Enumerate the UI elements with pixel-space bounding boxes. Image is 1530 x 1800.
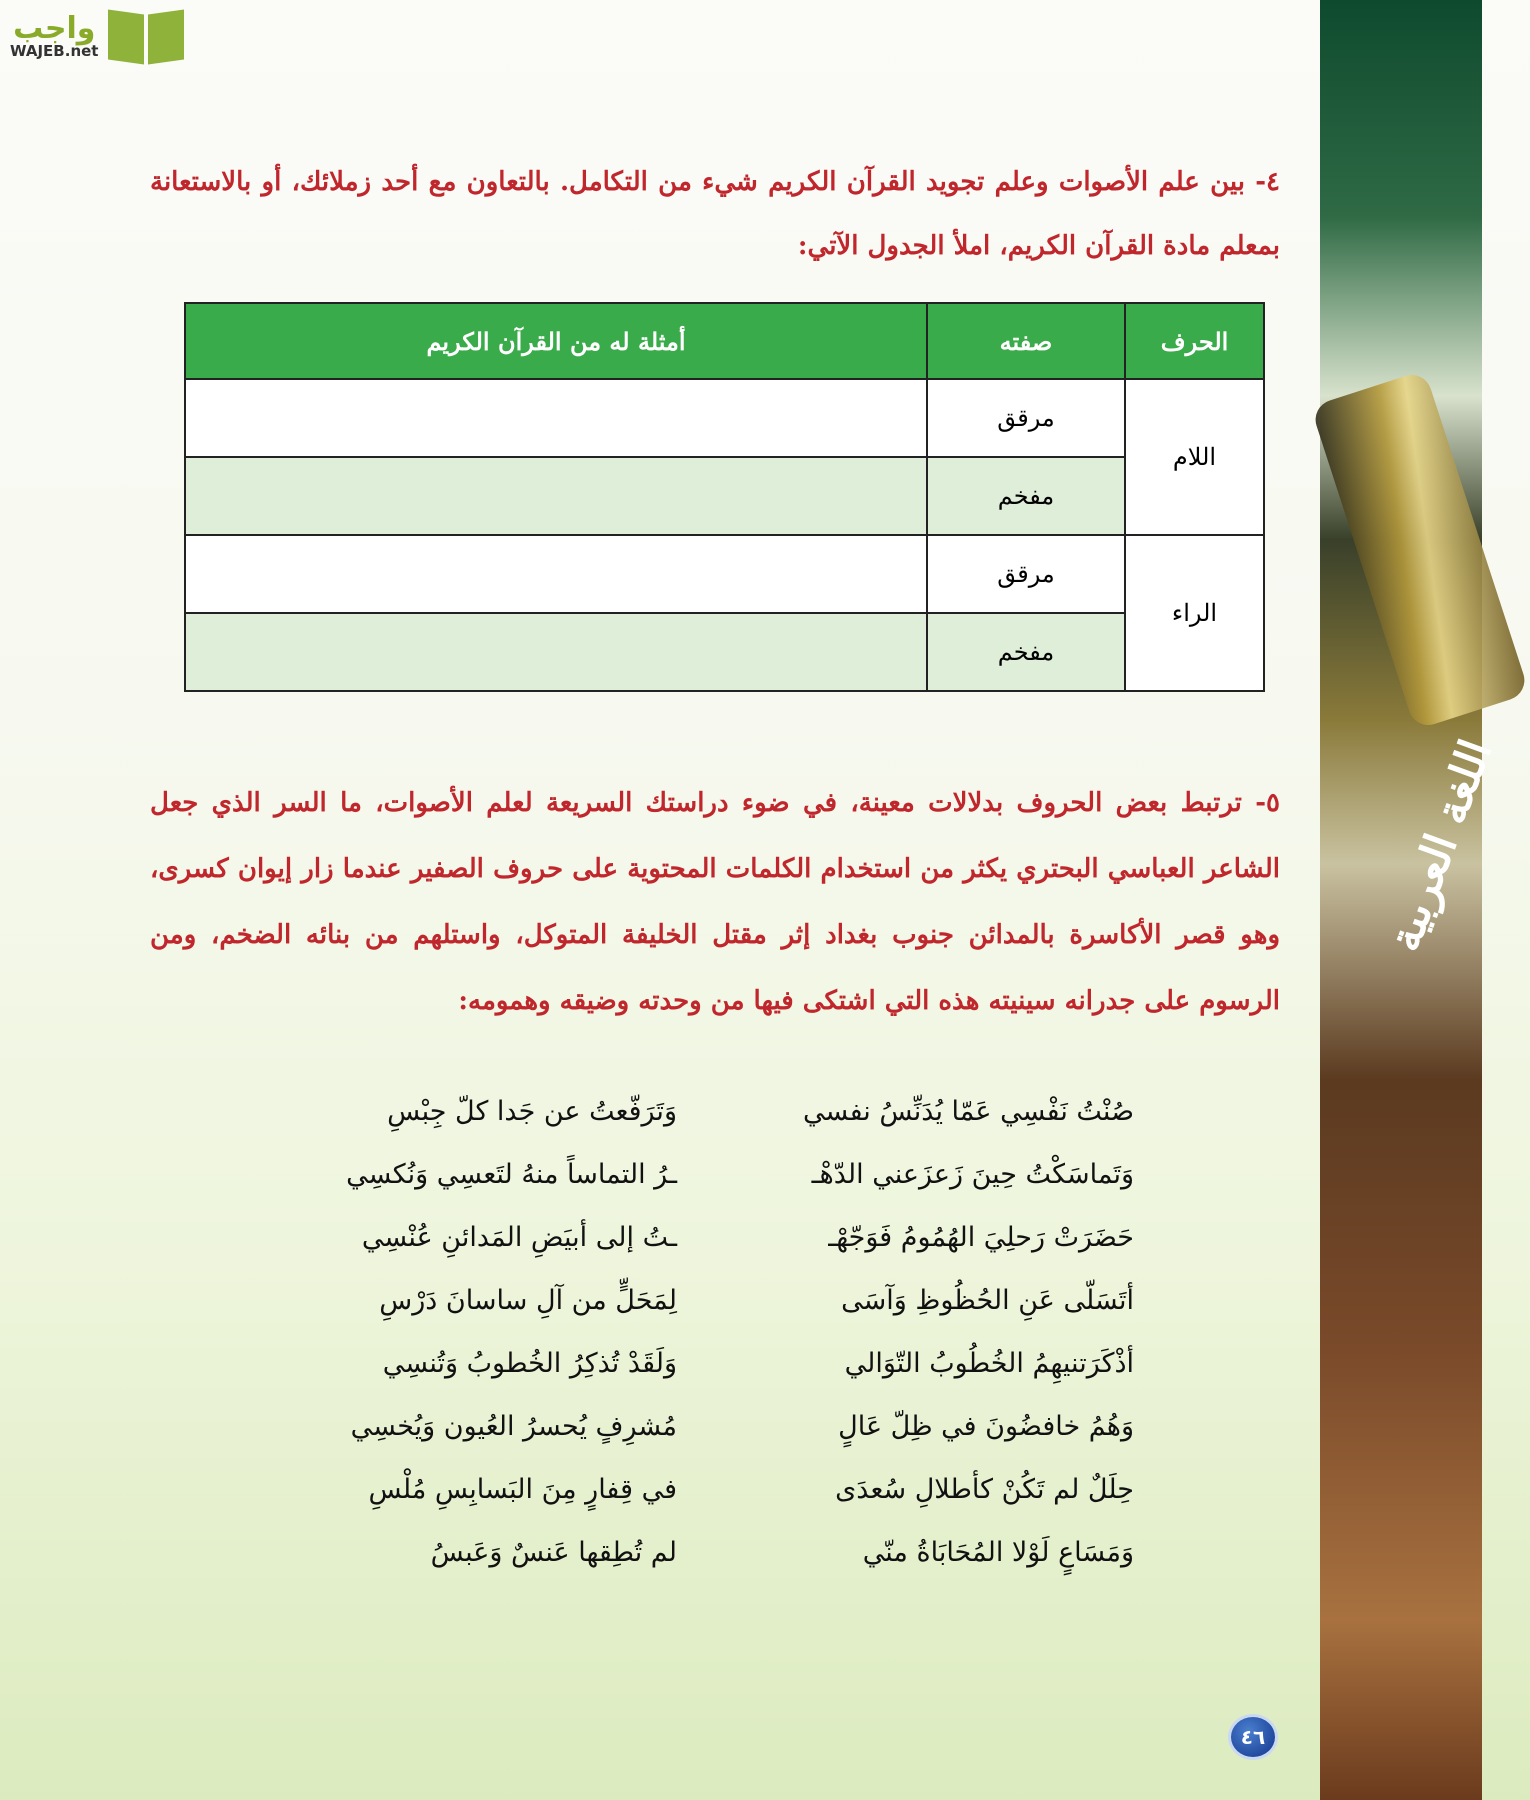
logo-arabic: واجب [13, 10, 96, 46]
header-letter: الحرف [1125, 303, 1264, 379]
table-row [185, 613, 1264, 691]
table-row [185, 379, 1264, 457]
header-examples: أمثلة له من القرآن الكريم [185, 303, 927, 379]
examples-cell[interactable] [185, 379, 927, 457]
verse-first-half: وَهُمُ خافضُونَ في ظِلّ عَالٍ [838, 1411, 1134, 1442]
verse-second-half: ـتُ إلى أبيَضِ المَدائنِ عُنْسِي [361, 1222, 677, 1253]
verse-second-half: في قِفارٍ مِنَ البَسابِسِ مُلْسِ [368, 1474, 677, 1505]
verse-second-half: لم تُطِقها عَنسٌ وَعَبسُ [430, 1537, 677, 1568]
letter-cell: الراء [1125, 535, 1264, 691]
poem-first-hemistichs [754, 1080, 1134, 1584]
verse-first-half: وَتَماسَكْتُ حِينَ زَعزَعني الدّهْـ [811, 1159, 1134, 1190]
verse-second-half: لِمَحَلٍّ من آلِ ساسانَ دَرْسِ [379, 1285, 677, 1316]
page-number: ٤٦ [1228, 1714, 1278, 1760]
table-row [185, 535, 1264, 613]
header-trait: صفته [927, 303, 1125, 379]
side-decorative-banner [1320, 0, 1502, 1800]
verse-first-half: أتَسَلّى عَنِ الحُظُوظِ وَآسَى [841, 1285, 1134, 1316]
verse-second-half: وَتَرَفّعتُ عن جَدا كلّ جِبْسِ [387, 1096, 677, 1127]
examples-cell[interactable] [185, 457, 927, 535]
trait-cell: مفخم [927, 457, 1125, 535]
banner-title: اللغة العربية [1378, 733, 1502, 958]
trait-cell: مرقق [927, 379, 1125, 457]
verse-first-half: أذْكَرَتنيهِمُ الخُطُوبُ التّوَالي [844, 1348, 1134, 1379]
trait-cell: مفخم [927, 613, 1125, 691]
verse-first-half: صُنْتُ نَفْسِي عَمّا يُدَنِّسُ نفسي [802, 1096, 1134, 1127]
table-row [185, 457, 1264, 535]
book-icon [106, 6, 186, 66]
verse-first-half: حِلَلٌ لم تَكُنْ كأطلالِ سُعدَى [835, 1474, 1134, 1505]
verse-second-half: وَلَقَدْ تُذكِرُ الخُطوبُ وَتُنسِي [382, 1348, 677, 1379]
letters-table [184, 302, 1265, 692]
question-5: ٥- ترتبط بعض الحروف بدلالات معينة، في ضوء دراستك السريعة لعلم الأصوات، ما السر الذي جعل الشاعر العباسي البحتري يكثر من استخدام الكلمات المحتوية على حروف الصفير عندما زار إيوان كسرى، وهو قصر الأكاسرة بالمدائن جنوب بغداد إثر مقتل الخليفة المتوكل، واستلهم من بنائه الضخم، ومن الرسوم على جدرانه سينيته هذه التي اشتكى فيها من وحدته وضيقه وهمومه: [150, 788, 1280, 1016]
poem-second-hemistichs [297, 1080, 677, 1584]
verse-second-half: ـرُ التماساً منهُ لتَعسِي وَنُكسِي [346, 1159, 677, 1190]
verse-second-half: مُشرِفٍ يُحسرُ العُيون وَيُخسِي [350, 1411, 677, 1442]
examples-cell[interactable] [185, 613, 927, 691]
fountain-pen-image [1310, 370, 1529, 730]
trait-cell: مرقق [927, 535, 1125, 613]
table-header [185, 303, 1264, 379]
letter-cell: اللام [1125, 379, 1264, 535]
verse-first-half: حَضَرَتْ رَحلِيَ الهُمُومُ فَوَجّهْـ [828, 1222, 1134, 1253]
examples-cell[interactable] [185, 535, 927, 613]
logo-latin: WAJEB.net [10, 41, 99, 60]
wajeb-logo[interactable] [10, 6, 186, 66]
verse-first-half: وَمَسَاعٍ لَوْلا المُحَابَاةُ منّي [862, 1537, 1134, 1568]
question-4: ٤- بين علم الأصوات وعلم تجويد القرآن الكريم شيء من التكامل. بالتعاون مع أحد زملائك، أو بالاستعانة بمعلم مادة القرآن الكريم، املأ الجدول الآتي: [150, 167, 1280, 261]
